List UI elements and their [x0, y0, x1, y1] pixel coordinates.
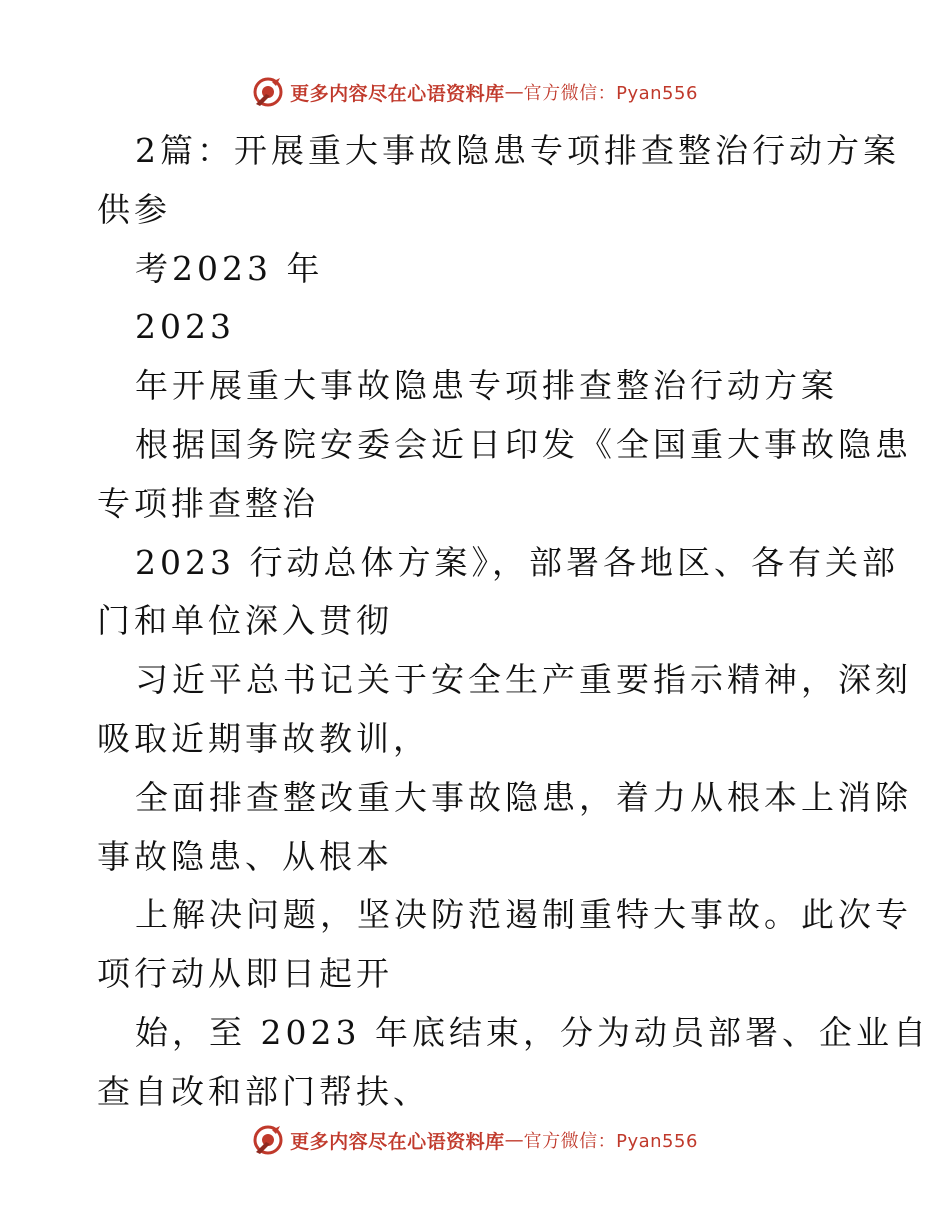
document-line: 上解决问题，坚决防范遏制重特大事故。此次专 [135, 895, 912, 935]
banner-wechat-text: 官方微信：Pyan556 [523, 83, 698, 104]
document-line: 专项排查整治 [97, 483, 319, 523]
footer-banner [0, 1120, 950, 1160]
document-line: 习近平总书记关于安全生产重要指示精神，深刻 [135, 660, 912, 700]
document-line: 项行动从即日起开 [97, 954, 393, 994]
banner-site-text: 更多内容尽在心语资料库 [290, 1130, 505, 1153]
banner-wechat-text: 官方微信：Pyan556 [523, 1131, 698, 1152]
document-line: 始，至 2023 年底结束，分为动员部署、企业自 [135, 1012, 930, 1052]
header-banner [0, 72, 950, 112]
pen-circle-logo-icon [252, 76, 284, 108]
document-line: 根据国务院安委会近日印发《全国重大事故隐患 [135, 424, 912, 464]
banner-separator: — [504, 81, 524, 103]
banner-site-text: 更多内容尽在心语资料库 [290, 82, 505, 105]
document-line: 2篇：开展重大事故隐患专项排查整治行动方案 [135, 131, 900, 170]
document-body [97, 122, 930, 1122]
document-line: 年开展重大事故隐患专项排查整治行动方案 [135, 366, 838, 406]
document-line: 2023 行动总体方案》，部署各地区、各有关部 [135, 542, 899, 582]
document-line: 2023 [135, 307, 235, 347]
document-line: 考2023 年 [135, 248, 324, 288]
document-line: 供参 [97, 189, 171, 229]
document-line: 全面排查整改重大事故隐患，着力从根本上消除 [135, 777, 912, 817]
document-line: 事故隐患、从根本 [97, 836, 393, 876]
document-line: 门和单位深入贯彻 [97, 601, 393, 641]
document-line: 查自改和部门帮扶、 [97, 1071, 430, 1111]
pen-circle-logo-icon [252, 1124, 284, 1156]
document-line: 吸取近期事故教训， [97, 718, 430, 758]
banner-separator: — [504, 1129, 524, 1151]
